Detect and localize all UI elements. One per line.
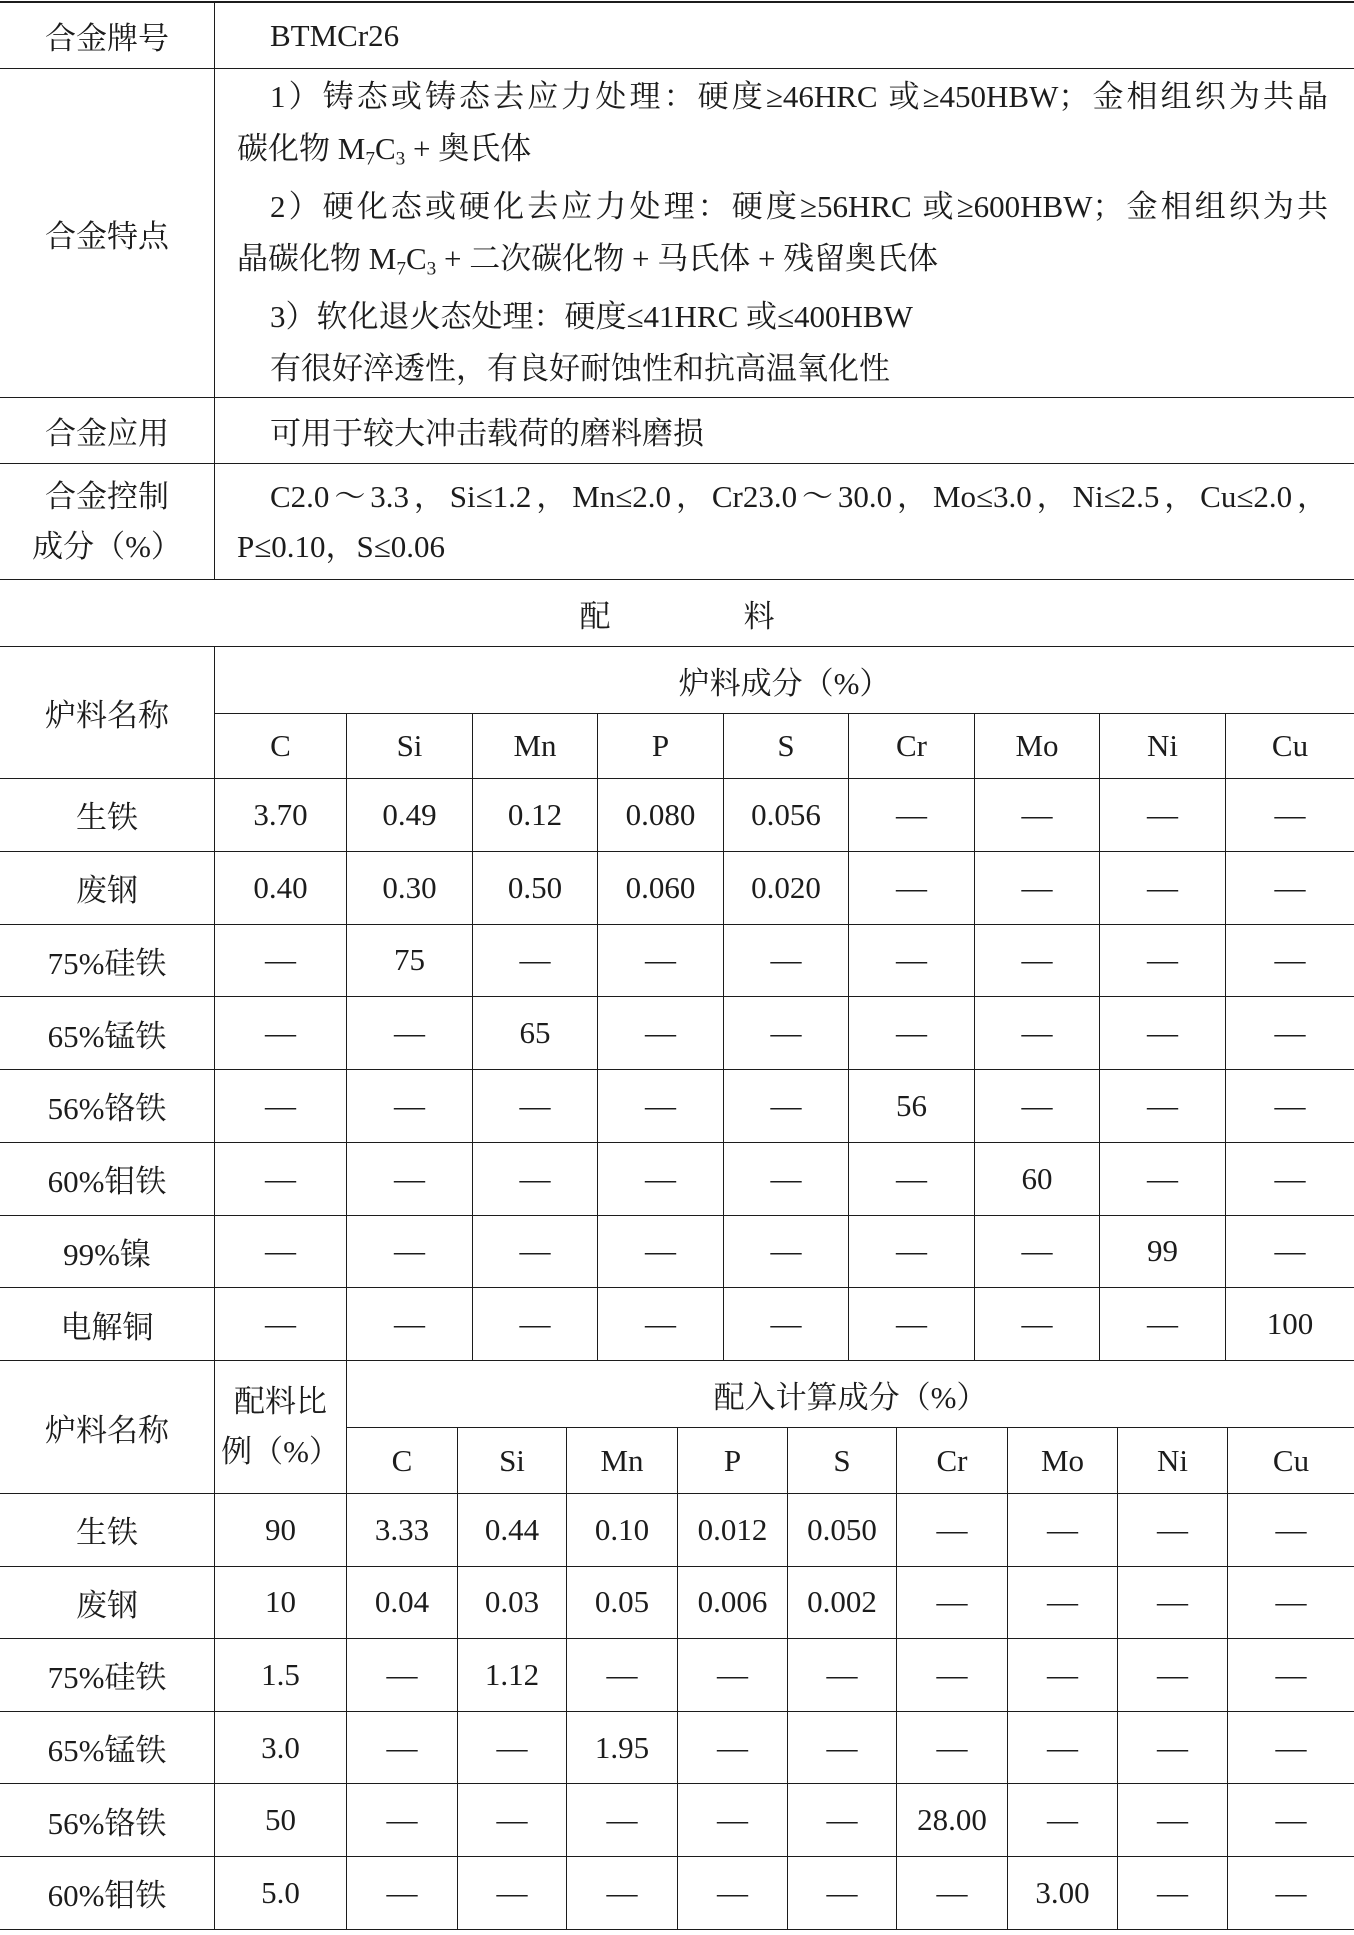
value-cell-cu: — bbox=[1275, 1802, 1307, 1838]
value-cell-mn: — bbox=[473, 1143, 598, 1215]
value-cell-cr: — bbox=[849, 1216, 975, 1288]
value-cell-ni: — bbox=[1100, 925, 1226, 997]
value-cell-c: — bbox=[347, 1784, 458, 1856]
row-label-material: 生铁 bbox=[0, 1494, 215, 1566]
value-cell-mn: 0.50 bbox=[473, 852, 598, 924]
row-label-material: 废钢 bbox=[0, 1567, 215, 1639]
value-cell-si: — bbox=[458, 1784, 567, 1856]
features-text bbox=[237, 71, 1328, 395]
features-line-1: 1）铸态或铸态去应力处理：硬度≥46HRC 或≥450HBW；金相组织为共晶 bbox=[270, 79, 1328, 114]
value-cell-si: 0.44 bbox=[458, 1494, 567, 1566]
value-cell-cu: — bbox=[1275, 1511, 1307, 1547]
row-label-material: 75%硅铁 bbox=[0, 925, 215, 997]
application-value-wrapper bbox=[237, 408, 1328, 453]
grade-value-wrapper bbox=[237, 18, 1328, 54]
features-line-4 bbox=[237, 233, 1328, 285]
section-title-row bbox=[0, 580, 1354, 647]
column-header-material-name: 炉料名称 bbox=[0, 647, 215, 778]
composition-label-line-2: 成分（%） bbox=[32, 528, 182, 564]
value-cell-p: — bbox=[678, 1639, 788, 1711]
value-cell-si: 1.12 bbox=[458, 1639, 567, 1711]
value-cell-c: — bbox=[215, 1216, 347, 1288]
value-cell-mn: — bbox=[473, 925, 598, 997]
value-cell-si: — bbox=[347, 1070, 473, 1142]
value-cell-si: 0.03 bbox=[458, 1567, 567, 1639]
ratio-cell: 90 bbox=[215, 1494, 347, 1566]
column-header-cr: Cr bbox=[849, 714, 975, 778]
value-cell-si: 75 bbox=[347, 925, 473, 997]
composition-label bbox=[32, 472, 182, 572]
batching-table-header bbox=[0, 1361, 1354, 1494]
column-header-p: P bbox=[678, 1428, 788, 1493]
features-label: 合金特点 bbox=[0, 69, 215, 397]
value-cell-mo: — bbox=[975, 1288, 1100, 1360]
features-line-5: 3）软化退火态处理：硬度≤41HRC 或≤400HBW bbox=[270, 299, 913, 334]
features-line-2-subscript-2: 3 bbox=[395, 148, 406, 170]
table-row bbox=[0, 852, 1354, 925]
column-header-c: C bbox=[347, 1428, 458, 1493]
value-cell-ni: 99 bbox=[1100, 1216, 1226, 1288]
value-cell-si: — bbox=[458, 1857, 567, 1929]
value-cell-cu: — bbox=[1274, 942, 1306, 978]
value-cell-cr: — bbox=[849, 852, 975, 924]
value-cell-p: — bbox=[598, 1070, 724, 1142]
value-cell-cr: — bbox=[849, 925, 975, 997]
column-group-header: 炉料成分（%） bbox=[678, 665, 891, 701]
column-header-mo: Mo bbox=[975, 714, 1100, 778]
grade-row bbox=[0, 3, 1354, 69]
value-cell-c: — bbox=[347, 1712, 458, 1784]
value-cell-mo: — bbox=[975, 997, 1100, 1069]
table-row bbox=[0, 997, 1354, 1070]
section-title: 配料 bbox=[579, 598, 908, 634]
value-cell-mn: — bbox=[567, 1639, 678, 1711]
features-line-2-subscript-1: 7 bbox=[365, 148, 375, 170]
table-row bbox=[0, 1143, 1354, 1216]
value-cell-mn: 0.10 bbox=[567, 1494, 678, 1566]
batching-group-header-row bbox=[347, 1361, 1354, 1428]
table-row bbox=[0, 1288, 1354, 1361]
value-cell-mo: — bbox=[975, 1216, 1100, 1288]
value-cell-cr: 28.00 bbox=[897, 1784, 1008, 1856]
batching-table-body bbox=[0, 1494, 1354, 1930]
features-line-2 bbox=[237, 123, 1328, 175]
alloy-spec-table bbox=[0, 1, 1354, 1930]
application-label: 合金应用 bbox=[0, 398, 215, 463]
composition-label-cell bbox=[0, 464, 215, 579]
value-cell-ni: — bbox=[1100, 779, 1226, 851]
column-header-ratio bbox=[215, 1361, 347, 1493]
features-line-2-text-b: C bbox=[374, 131, 396, 166]
value-cell-mo: 3.00 bbox=[1008, 1857, 1118, 1929]
value-cell-ni: — bbox=[1100, 1288, 1226, 1360]
value-cell-ni: — bbox=[1100, 1070, 1226, 1142]
value-cell-p: — bbox=[598, 925, 724, 997]
value-cell-mo: — bbox=[1008, 1712, 1118, 1784]
value-cell-mo: — bbox=[975, 1070, 1100, 1142]
value-cell-cu: — bbox=[1275, 1874, 1307, 1910]
value-cell-c: 3.70 bbox=[215, 779, 347, 851]
value-cell-s: — bbox=[724, 1288, 849, 1360]
value-cell-s: 0.056 bbox=[724, 779, 849, 851]
value-cell-mo: — bbox=[975, 925, 1100, 997]
value-cell-ni: — bbox=[1100, 852, 1226, 924]
row-label-material: 56%铬铁 bbox=[0, 1784, 215, 1856]
value-cell-cu: — bbox=[1275, 1584, 1307, 1620]
value-cell-mo: — bbox=[1008, 1494, 1118, 1566]
value-cell-ni: — bbox=[1100, 1143, 1226, 1215]
value-cell-cr: — bbox=[897, 1567, 1008, 1639]
column-group-header: 配入计算成分（%） bbox=[713, 1379, 988, 1415]
features-value-cell bbox=[215, 69, 1354, 397]
table-row bbox=[0, 1494, 1354, 1567]
value-cell-ni: — bbox=[1100, 997, 1226, 1069]
column-header-material-name: 炉料名称 bbox=[0, 1361, 215, 1493]
row-label-material: 99%镍 bbox=[0, 1216, 215, 1288]
ratio-cell: 10 bbox=[215, 1567, 347, 1639]
value-cell-ni: — bbox=[1118, 1712, 1228, 1784]
application-value: 可用于较大冲击载荷的磨料磨损 bbox=[270, 416, 704, 451]
ratio-cell: 5.0 bbox=[215, 1857, 347, 1929]
table-row bbox=[0, 1216, 1354, 1289]
value-cell-s: — bbox=[788, 1639, 897, 1711]
value-cell-p: — bbox=[678, 1784, 788, 1856]
value-cell-p: — bbox=[598, 1288, 724, 1360]
composition-line-2: P≤0.10，S≤0.06 bbox=[237, 528, 446, 564]
value-cell-cr: — bbox=[897, 1712, 1008, 1784]
application-row bbox=[0, 398, 1354, 464]
value-cell-mn: — bbox=[473, 1070, 598, 1142]
value-cell-cu: — bbox=[1275, 1729, 1307, 1765]
features-line-6: 有很好淬透性，有良好耐蚀性和抗高温氧化性 bbox=[270, 351, 890, 386]
materials-table-body bbox=[0, 779, 1354, 1361]
table-row bbox=[0, 925, 1354, 998]
value-cell-c: — bbox=[347, 1639, 458, 1711]
column-header-mo: Mo bbox=[1008, 1428, 1118, 1493]
value-cell-cu: — bbox=[1274, 869, 1306, 905]
features-line-4-text-b: C bbox=[405, 241, 427, 276]
ratio-cell: 1.5 bbox=[215, 1639, 347, 1711]
features-line-3: 2）硬化态或硬化去应力处理：硬度≥56HRC 或≥600HBW；金相组织为共 bbox=[270, 189, 1328, 224]
value-cell-mn: — bbox=[473, 1288, 598, 1360]
value-cell-ni: — bbox=[1118, 1567, 1228, 1639]
value-cell-p: — bbox=[598, 1216, 724, 1288]
value-cell-s: 0.002 bbox=[788, 1567, 897, 1639]
column-header-c: C bbox=[215, 714, 347, 778]
table-row bbox=[0, 1857, 1354, 1930]
materials-table-header bbox=[0, 647, 1354, 779]
column-header-s: S bbox=[788, 1428, 897, 1493]
grade-value: BTMCr26 bbox=[270, 17, 400, 53]
value-cell-mn: 1.95 bbox=[567, 1712, 678, 1784]
composition-value bbox=[237, 472, 1328, 572]
batching-composition-header-group bbox=[347, 1361, 1354, 1493]
features-line-2-text-a: 碳化物 M bbox=[237, 131, 366, 166]
element-header-row bbox=[347, 1428, 1354, 1493]
column-header-s: S bbox=[724, 714, 849, 778]
value-cell-s: 0.050 bbox=[788, 1494, 897, 1566]
row-label-material: 60%钼铁 bbox=[0, 1143, 215, 1215]
value-cell-cu: — bbox=[1275, 1656, 1307, 1692]
value-cell-si: — bbox=[347, 1216, 473, 1288]
ratio-cell: 50 bbox=[215, 1784, 347, 1856]
column-header-p: P bbox=[598, 714, 724, 778]
column-header-cu: Cu bbox=[1271, 728, 1309, 763]
row-label-material: 65%锰铁 bbox=[0, 1712, 215, 1784]
column-header-ni: Ni bbox=[1118, 1428, 1228, 1493]
table-row bbox=[0, 1712, 1354, 1785]
value-cell-cu: — bbox=[1274, 1087, 1306, 1123]
value-cell-s: 0.020 bbox=[724, 852, 849, 924]
value-cell-mn: 65 bbox=[473, 997, 598, 1069]
value-cell-p: 0.006 bbox=[678, 1567, 788, 1639]
value-cell-c: 0.04 bbox=[347, 1567, 458, 1639]
value-cell-cr: 56 bbox=[849, 1070, 975, 1142]
column-header-mn: Mn bbox=[473, 714, 598, 778]
table-row bbox=[0, 1567, 1354, 1640]
value-cell-si: 0.49 bbox=[347, 779, 473, 851]
composition-label-line-1: 合金控制 bbox=[44, 478, 169, 514]
value-cell-cu: — bbox=[1274, 796, 1306, 832]
value-cell-si: — bbox=[458, 1712, 567, 1784]
value-cell-mo: — bbox=[1008, 1784, 1118, 1856]
row-label-material: 生铁 bbox=[0, 779, 215, 851]
value-cell-s: — bbox=[724, 925, 849, 997]
value-cell-si: — bbox=[347, 997, 473, 1069]
column-header-cu: Cu bbox=[1272, 1442, 1310, 1478]
features-line-2-text-c: + 奥氏体 bbox=[405, 131, 532, 166]
value-cell-mn: — bbox=[567, 1857, 678, 1929]
value-cell-cu: 100 bbox=[1266, 1306, 1314, 1342]
column-header-si: Si bbox=[347, 714, 473, 778]
value-cell-mo: 60 bbox=[975, 1143, 1100, 1215]
value-cell-c: 3.33 bbox=[347, 1494, 458, 1566]
value-cell-c: — bbox=[215, 925, 347, 997]
value-cell-ni: — bbox=[1118, 1857, 1228, 1929]
value-cell-c: — bbox=[215, 1070, 347, 1142]
ratio-header-line-1: 配料比 bbox=[233, 1384, 327, 1419]
value-cell-p: 0.080 bbox=[598, 779, 724, 851]
features-line-4-subscript-2: 3 bbox=[426, 258, 437, 280]
value-cell-cu: — bbox=[1274, 1160, 1306, 1196]
value-cell-ni: — bbox=[1118, 1784, 1228, 1856]
column-header-si: Si bbox=[458, 1428, 567, 1493]
table-row bbox=[0, 779, 1354, 852]
value-cell-c: 0.40 bbox=[215, 852, 347, 924]
row-label-material: 75%硅铁 bbox=[0, 1639, 215, 1711]
features-line-4-subscript-1: 7 bbox=[396, 258, 406, 280]
value-cell-mn: — bbox=[567, 1784, 678, 1856]
value-cell-p: — bbox=[678, 1857, 788, 1929]
value-cell-c: — bbox=[347, 1857, 458, 1929]
value-cell-s: — bbox=[724, 1070, 849, 1142]
value-cell-cr: — bbox=[849, 1143, 975, 1215]
value-cell-mn: 0.12 bbox=[473, 779, 598, 851]
value-cell-mn: — bbox=[473, 1216, 598, 1288]
value-cell-p: 0.060 bbox=[598, 852, 724, 924]
column-header-mn: Mn bbox=[567, 1428, 678, 1493]
value-cell-s: — bbox=[788, 1712, 897, 1784]
value-cell-si: — bbox=[347, 1288, 473, 1360]
materials-group-header-row bbox=[215, 647, 1354, 714]
value-cell-s: — bbox=[724, 1216, 849, 1288]
value-cell-mo: — bbox=[1008, 1639, 1118, 1711]
value-cell-ni: — bbox=[1118, 1639, 1228, 1711]
table-row bbox=[0, 1784, 1354, 1857]
value-cell-mn: 0.05 bbox=[567, 1567, 678, 1639]
value-cell-p: 0.012 bbox=[678, 1494, 788, 1566]
composition-row bbox=[0, 464, 1354, 580]
value-cell-c: — bbox=[215, 1288, 347, 1360]
row-label-material: 65%锰铁 bbox=[0, 997, 215, 1069]
features-row bbox=[0, 69, 1354, 398]
value-cell-mo: — bbox=[975, 779, 1100, 851]
value-cell-p: — bbox=[598, 1143, 724, 1215]
value-cell-p: — bbox=[598, 997, 724, 1069]
grade-value-cell bbox=[215, 3, 1354, 68]
value-cell-cr: — bbox=[849, 997, 975, 1069]
value-cell-mo: — bbox=[975, 852, 1100, 924]
application-value-cell bbox=[215, 398, 1354, 463]
value-cell-c: — bbox=[215, 1143, 347, 1215]
ratio-header-line-2: 例（%） bbox=[221, 1434, 340, 1469]
features-line-4-text-c: + 二次碳化物 + 马氏体 + 残留奥氏体 bbox=[436, 241, 939, 276]
composition-line-1: C2.0～3.3，Si≤1.2，Mn≤2.0，Cr23.0～30.0，Mo≤3.0，Ni≤2.5，Cu≤2.0， bbox=[270, 478, 1328, 514]
ratio-cell: 3.0 bbox=[215, 1712, 347, 1784]
value-cell-si: — bbox=[347, 1143, 473, 1215]
value-cell-s: — bbox=[788, 1784, 897, 1856]
value-cell-s: — bbox=[724, 1143, 849, 1215]
element-header-row bbox=[215, 714, 1354, 778]
column-header-ni: Ni bbox=[1100, 714, 1226, 778]
table-row bbox=[0, 1070, 1354, 1143]
value-cell-cr: — bbox=[897, 1639, 1008, 1711]
value-cell-p: — bbox=[678, 1712, 788, 1784]
value-cell-cr: — bbox=[849, 1288, 975, 1360]
column-header-cr: Cr bbox=[897, 1428, 1008, 1493]
value-cell-c: — bbox=[215, 997, 347, 1069]
value-cell-cu: — bbox=[1274, 1015, 1306, 1051]
features-line-4-text-a: 晶碳化物 M bbox=[237, 241, 397, 276]
composition-value-cell bbox=[215, 464, 1354, 579]
grade-label: 合金牌号 bbox=[0, 3, 215, 68]
value-cell-mo: — bbox=[1008, 1567, 1118, 1639]
value-cell-cr: — bbox=[897, 1494, 1008, 1566]
value-cell-cr: — bbox=[849, 779, 975, 851]
value-cell-ni: — bbox=[1118, 1494, 1228, 1566]
row-label-material: 56%铬铁 bbox=[0, 1070, 215, 1142]
value-cell-cr: — bbox=[897, 1857, 1008, 1929]
row-label-material: 废钢 bbox=[0, 852, 215, 924]
table-row bbox=[0, 1639, 1354, 1712]
ratio-header-text bbox=[221, 1377, 340, 1477]
value-cell-cu: — bbox=[1274, 1233, 1306, 1269]
value-cell-s: — bbox=[788, 1857, 897, 1929]
materials-composition-header-group bbox=[215, 647, 1354, 778]
value-cell-si: 0.30 bbox=[347, 852, 473, 924]
value-cell-s: — bbox=[724, 997, 849, 1069]
row-label-material: 60%钼铁 bbox=[0, 1857, 215, 1929]
row-label-material: 电解铜 bbox=[0, 1288, 215, 1360]
